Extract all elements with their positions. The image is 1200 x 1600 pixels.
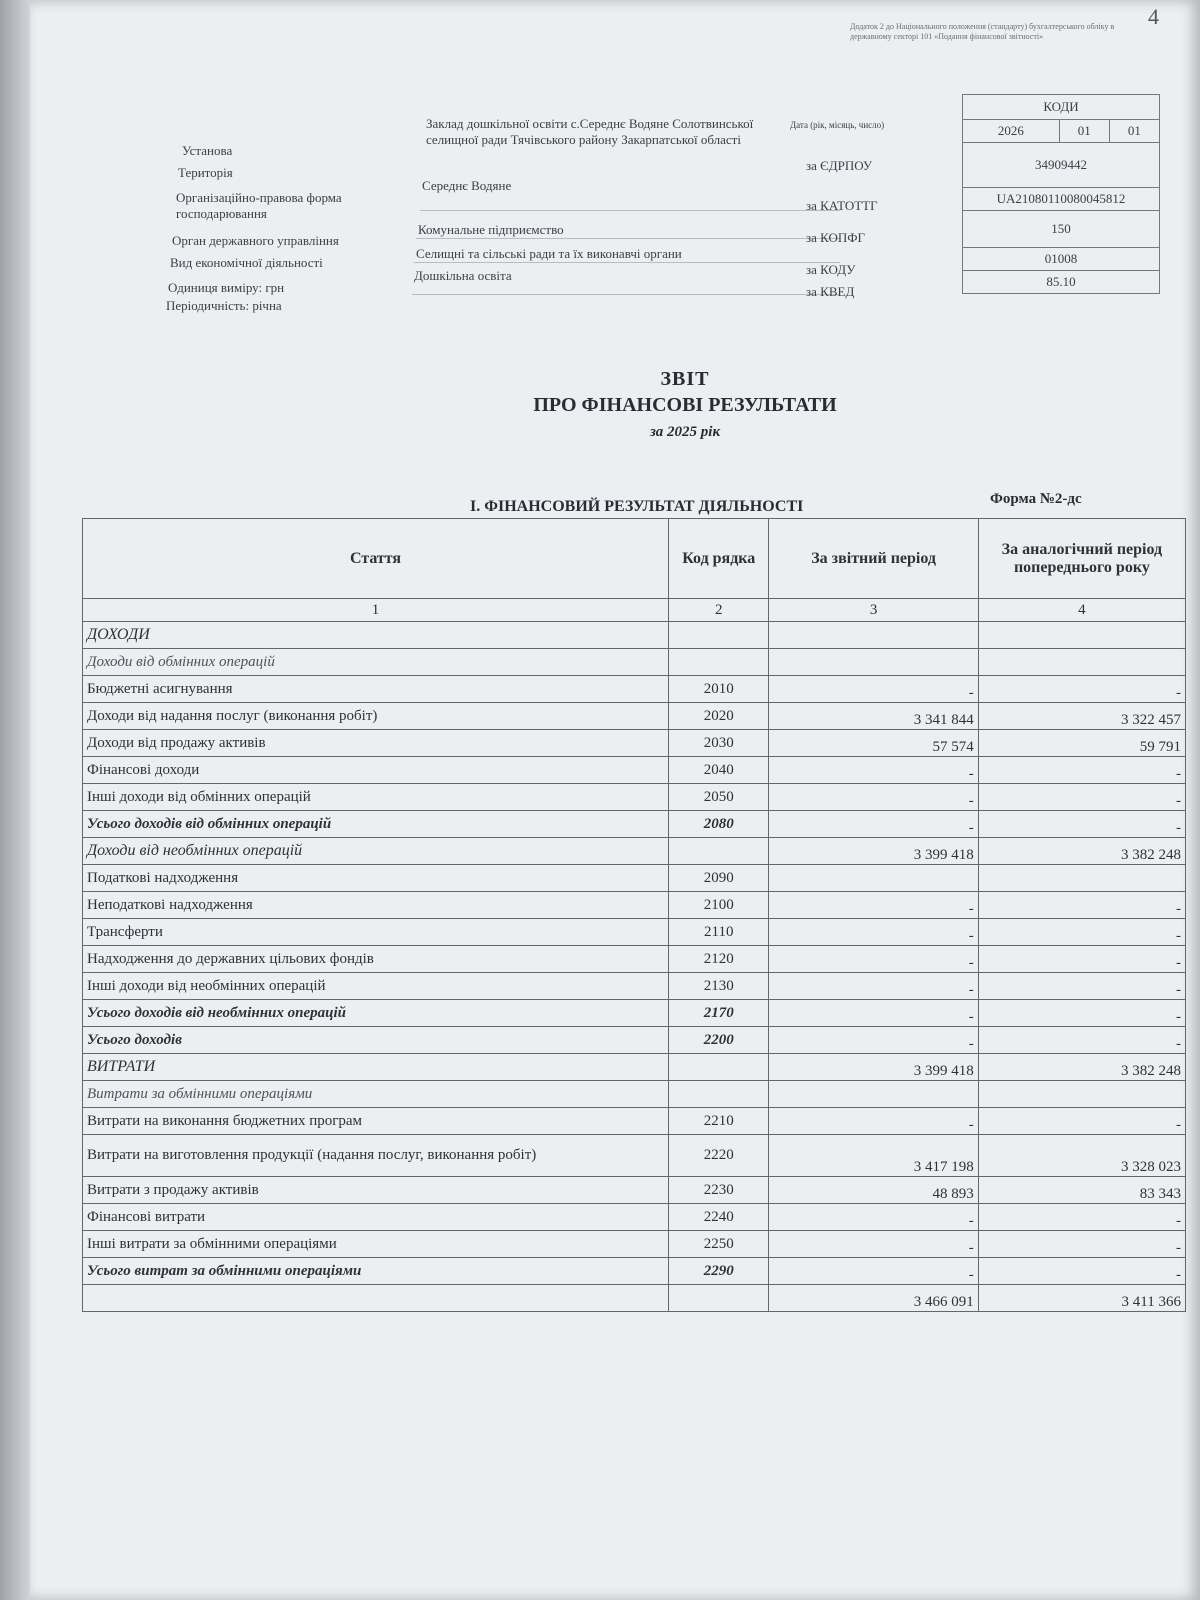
row-previous-value: - bbox=[978, 892, 1185, 919]
table-row bbox=[83, 811, 1186, 838]
row-previous-value: - bbox=[978, 1258, 1185, 1285]
row-current-value: 3 341 844 bbox=[769, 703, 978, 730]
row-code: 2240 bbox=[669, 1204, 769, 1231]
financial-results-table bbox=[82, 518, 1186, 1312]
document-page bbox=[30, 0, 1200, 1600]
row-label: Надходження до державних цільових фондів bbox=[83, 946, 669, 973]
label-periodicity: Періодичність: річна bbox=[166, 298, 282, 313]
label-activity: Вид економічної діяльності bbox=[170, 255, 323, 270]
col-number-3: 3 bbox=[769, 599, 978, 622]
row-label: Інші витрати за обмінними операціями bbox=[83, 1231, 669, 1258]
row-previous-value: - bbox=[978, 1204, 1185, 1231]
row-code: 2230 bbox=[669, 1177, 769, 1204]
row-label: Доходи від необмінних операцій bbox=[83, 838, 669, 865]
row-previous-value: 3 328 023 bbox=[978, 1135, 1185, 1177]
table-row bbox=[83, 1204, 1186, 1231]
column-number-row bbox=[83, 599, 1186, 622]
row-label: Інші доходи від необмінних операцій bbox=[83, 973, 669, 1000]
row-code: 2080 bbox=[669, 811, 769, 838]
table-row bbox=[83, 1258, 1186, 1285]
row-label: ВИТРАТИ bbox=[83, 1054, 669, 1081]
table-row bbox=[83, 1081, 1186, 1108]
row-current-value: - bbox=[769, 919, 978, 946]
row-label: Витрати на виконання бюджетних програм bbox=[83, 1108, 669, 1135]
row-code: 2050 bbox=[669, 784, 769, 811]
row-label: Усього доходів bbox=[83, 1027, 669, 1054]
row-previous-value: - bbox=[978, 946, 1185, 973]
row-current-value: - bbox=[769, 1027, 978, 1054]
table-row bbox=[83, 919, 1186, 946]
row-current-value: - bbox=[769, 892, 978, 919]
codes-title: КОДИ bbox=[963, 95, 1160, 120]
code-kodu: 01008 bbox=[963, 248, 1160, 271]
row-previous-value: 3 322 457 bbox=[978, 703, 1185, 730]
code-date-year: 2026 bbox=[963, 120, 1060, 143]
row-previous-value bbox=[978, 649, 1185, 676]
page-number-mark: 4 bbox=[1148, 4, 1159, 29]
table-row bbox=[83, 784, 1186, 811]
row-code bbox=[669, 1054, 769, 1081]
row-current-value: - bbox=[769, 1258, 978, 1285]
label-date: Дата (рік, місяць, число) bbox=[790, 120, 885, 130]
row-code: 2200 bbox=[669, 1027, 769, 1054]
code-date-month: 01 bbox=[1059, 120, 1109, 143]
table-row bbox=[83, 730, 1186, 757]
row-previous-value: - bbox=[978, 757, 1185, 784]
row-label: Фінансові витрати bbox=[83, 1204, 669, 1231]
table-row bbox=[83, 1027, 1186, 1054]
row-label: Неподаткові надходження bbox=[83, 892, 669, 919]
header-code: Код рядка bbox=[669, 519, 769, 599]
row-label: ДОХОДИ bbox=[83, 622, 669, 649]
row-current-value bbox=[769, 649, 978, 676]
table-row bbox=[83, 946, 1186, 973]
row-label: Доходи від обмінних операцій bbox=[83, 649, 669, 676]
row-label: Витрати на виготовлення продукції (надання послуг, виконання робіт) bbox=[83, 1135, 669, 1177]
label-kodu: за КОДУ bbox=[806, 262, 856, 277]
underline-territory bbox=[420, 210, 840, 211]
row-label: Доходи від продажу активів bbox=[83, 730, 669, 757]
label-kved: за КВЕД bbox=[806, 284, 855, 299]
header-current: За звітний період bbox=[769, 519, 978, 599]
row-previous-value: 3 382 248 bbox=[978, 838, 1185, 865]
codes-table bbox=[962, 94, 1160, 294]
label-katottg: за КАТОТТГ bbox=[806, 198, 878, 213]
code-date-day: 01 bbox=[1109, 120, 1159, 143]
row-current-value bbox=[769, 865, 978, 892]
row-previous-value: 59 791 bbox=[978, 730, 1185, 757]
row-previous-value: - bbox=[978, 1108, 1185, 1135]
label-territory: Територія bbox=[178, 165, 233, 180]
row-code: 2020 bbox=[669, 703, 769, 730]
row-code: 2170 bbox=[669, 1000, 769, 1027]
table-row bbox=[83, 649, 1186, 676]
table-row bbox=[83, 757, 1186, 784]
underline-activity bbox=[412, 294, 840, 295]
row-code: 2100 bbox=[669, 892, 769, 919]
table-row bbox=[83, 838, 1186, 865]
row-label: Бюджетні асигнування bbox=[83, 676, 669, 703]
row-current-value: 3 399 418 bbox=[769, 838, 978, 865]
row-previous-value bbox=[978, 1081, 1185, 1108]
row-current-value: 3 466 091 bbox=[769, 1285, 978, 1312]
row-code bbox=[669, 1081, 769, 1108]
row-code: 2010 bbox=[669, 676, 769, 703]
row-current-value: 3 417 198 bbox=[769, 1135, 978, 1177]
col-number-1: 1 bbox=[83, 599, 669, 622]
row-previous-value: - bbox=[978, 811, 1185, 838]
report-subtitle: ПРО ФІНАНСОВІ РЕЗУЛЬТАТИ bbox=[533, 394, 837, 416]
value-legal-form: Комунальне підприємство bbox=[418, 222, 564, 237]
row-code: 2040 bbox=[669, 757, 769, 784]
row-previous-value: - bbox=[978, 973, 1185, 1000]
form-number: Форма №2-дс bbox=[990, 491, 1082, 507]
row-current-value: - bbox=[769, 1231, 978, 1258]
table-row bbox=[83, 865, 1186, 892]
table-row bbox=[83, 1231, 1186, 1258]
underline-authority bbox=[414, 262, 840, 263]
value-authority: Селищні та сільські ради та їх виконавчі органи bbox=[416, 246, 682, 261]
report-title: ЗВІТ bbox=[660, 368, 710, 390]
row-code bbox=[669, 1285, 769, 1312]
table-row bbox=[83, 1054, 1186, 1081]
table-row bbox=[83, 622, 1186, 649]
row-previous-value: 83 343 bbox=[978, 1177, 1185, 1204]
row-code bbox=[669, 838, 769, 865]
code-edrpou: 34909442 bbox=[963, 143, 1160, 188]
row-current-value: 3 399 418 bbox=[769, 1054, 978, 1081]
row-current-value bbox=[769, 622, 978, 649]
row-code bbox=[669, 622, 769, 649]
row-label: Витрати за обмінними операціями bbox=[83, 1081, 669, 1108]
row-label: Податкові надходження bbox=[83, 865, 669, 892]
table-row bbox=[83, 1108, 1186, 1135]
code-kopfg: 150 bbox=[963, 211, 1160, 248]
row-label: Усього витрат за обмінними операціями bbox=[83, 1258, 669, 1285]
label-unit: Одиниця виміру: грн bbox=[168, 280, 285, 295]
row-label: Трансферти bbox=[83, 919, 669, 946]
row-code bbox=[669, 649, 769, 676]
row-label: Доходи від надання послуг (виконання робіт) bbox=[83, 703, 669, 730]
row-previous-value: - bbox=[978, 1027, 1185, 1054]
table-row bbox=[83, 892, 1186, 919]
row-label: Фінансові доходи bbox=[83, 757, 669, 784]
label-edrpou: за ЄДРПОУ bbox=[806, 158, 873, 173]
table-body bbox=[83, 622, 1186, 1312]
row-previous-value: 3 382 248 bbox=[978, 1054, 1185, 1081]
label-institution: Установа bbox=[182, 143, 233, 158]
underline-legal-form bbox=[416, 238, 840, 239]
row-code: 2120 bbox=[669, 946, 769, 973]
row-current-value: - bbox=[769, 784, 978, 811]
annex-note: Додаток 2 до Національного положення (стандарту) бухгалтерського обліку в державному секторі 101 «Подання фінансової звітності» bbox=[850, 22, 1115, 41]
row-code: 2130 bbox=[669, 973, 769, 1000]
row-code: 2110 bbox=[669, 919, 769, 946]
row-label: Інші доходи від обмінних операцій bbox=[83, 784, 669, 811]
value-institution: Заклад дошкільної освіти с.Середнє Водяне Солотвинської селищної ради Тячівського району Закарпатської області bbox=[426, 116, 754, 147]
row-code: 2220 bbox=[669, 1135, 769, 1177]
row-current-value: - bbox=[769, 676, 978, 703]
table-row bbox=[83, 973, 1186, 1000]
row-current-value: - bbox=[769, 1000, 978, 1027]
col-number-4: 4 bbox=[978, 599, 1185, 622]
row-current-value: 57 574 bbox=[769, 730, 978, 757]
row-code: 2250 bbox=[669, 1231, 769, 1258]
row-current-value: - bbox=[769, 757, 978, 784]
row-label: Витрати з продажу активів bbox=[83, 1177, 669, 1204]
label-legal-form: Організаційно-правова форма господарювання bbox=[176, 190, 342, 221]
table-header-row bbox=[83, 519, 1186, 599]
table-row bbox=[83, 1135, 1186, 1177]
table-row bbox=[83, 1285, 1186, 1312]
row-label: Усього доходів від обмінних операцій bbox=[83, 811, 669, 838]
code-kved: 85.10 bbox=[963, 271, 1160, 294]
value-territory: Середнє Водяне bbox=[422, 178, 512, 193]
row-current-value: 48 893 bbox=[769, 1177, 978, 1204]
row-current-value: - bbox=[769, 973, 978, 1000]
row-code: 2090 bbox=[669, 865, 769, 892]
table-row bbox=[83, 676, 1186, 703]
row-previous-value: - bbox=[978, 1000, 1185, 1027]
label-authority: Орган державного управління bbox=[172, 233, 339, 248]
row-current-value: - bbox=[769, 946, 978, 973]
table-row bbox=[83, 703, 1186, 730]
row-previous-value: - bbox=[978, 784, 1185, 811]
row-previous-value: - bbox=[978, 676, 1185, 703]
row-current-value: - bbox=[769, 1204, 978, 1231]
row-previous-value: - bbox=[978, 1231, 1185, 1258]
row-code: 2210 bbox=[669, 1108, 769, 1135]
value-activity: Дошкільна освіта bbox=[414, 268, 512, 283]
row-previous-value: 3 411 366 bbox=[978, 1285, 1185, 1312]
col-number-2: 2 bbox=[669, 599, 769, 622]
row-current-value: - bbox=[769, 811, 978, 838]
row-label: Усього доходів від необмінних операцій bbox=[83, 1000, 669, 1027]
row-current-value: - bbox=[769, 1108, 978, 1135]
header-previous: За аналогічний період попереднього року bbox=[978, 519, 1185, 599]
row-current-value bbox=[769, 1081, 978, 1108]
row-previous-value bbox=[978, 622, 1185, 649]
code-katottg: UA21080110080045812 bbox=[963, 188, 1160, 211]
table-row bbox=[83, 1000, 1186, 1027]
row-code: 2290 bbox=[669, 1258, 769, 1285]
report-period: за 2025 рік bbox=[649, 424, 721, 440]
label-kopfg: за КОПФГ bbox=[806, 230, 866, 245]
row-code: 2030 bbox=[669, 730, 769, 757]
header-article: Стаття bbox=[83, 519, 669, 599]
table-row bbox=[83, 1177, 1186, 1204]
row-previous-value: - bbox=[978, 919, 1185, 946]
row-previous-value bbox=[978, 865, 1185, 892]
section-title: І. ФІНАНСОВИЙ РЕЗУЛЬТАТ ДІЯЛЬНОСТІ bbox=[470, 498, 804, 515]
row-label bbox=[83, 1285, 669, 1312]
